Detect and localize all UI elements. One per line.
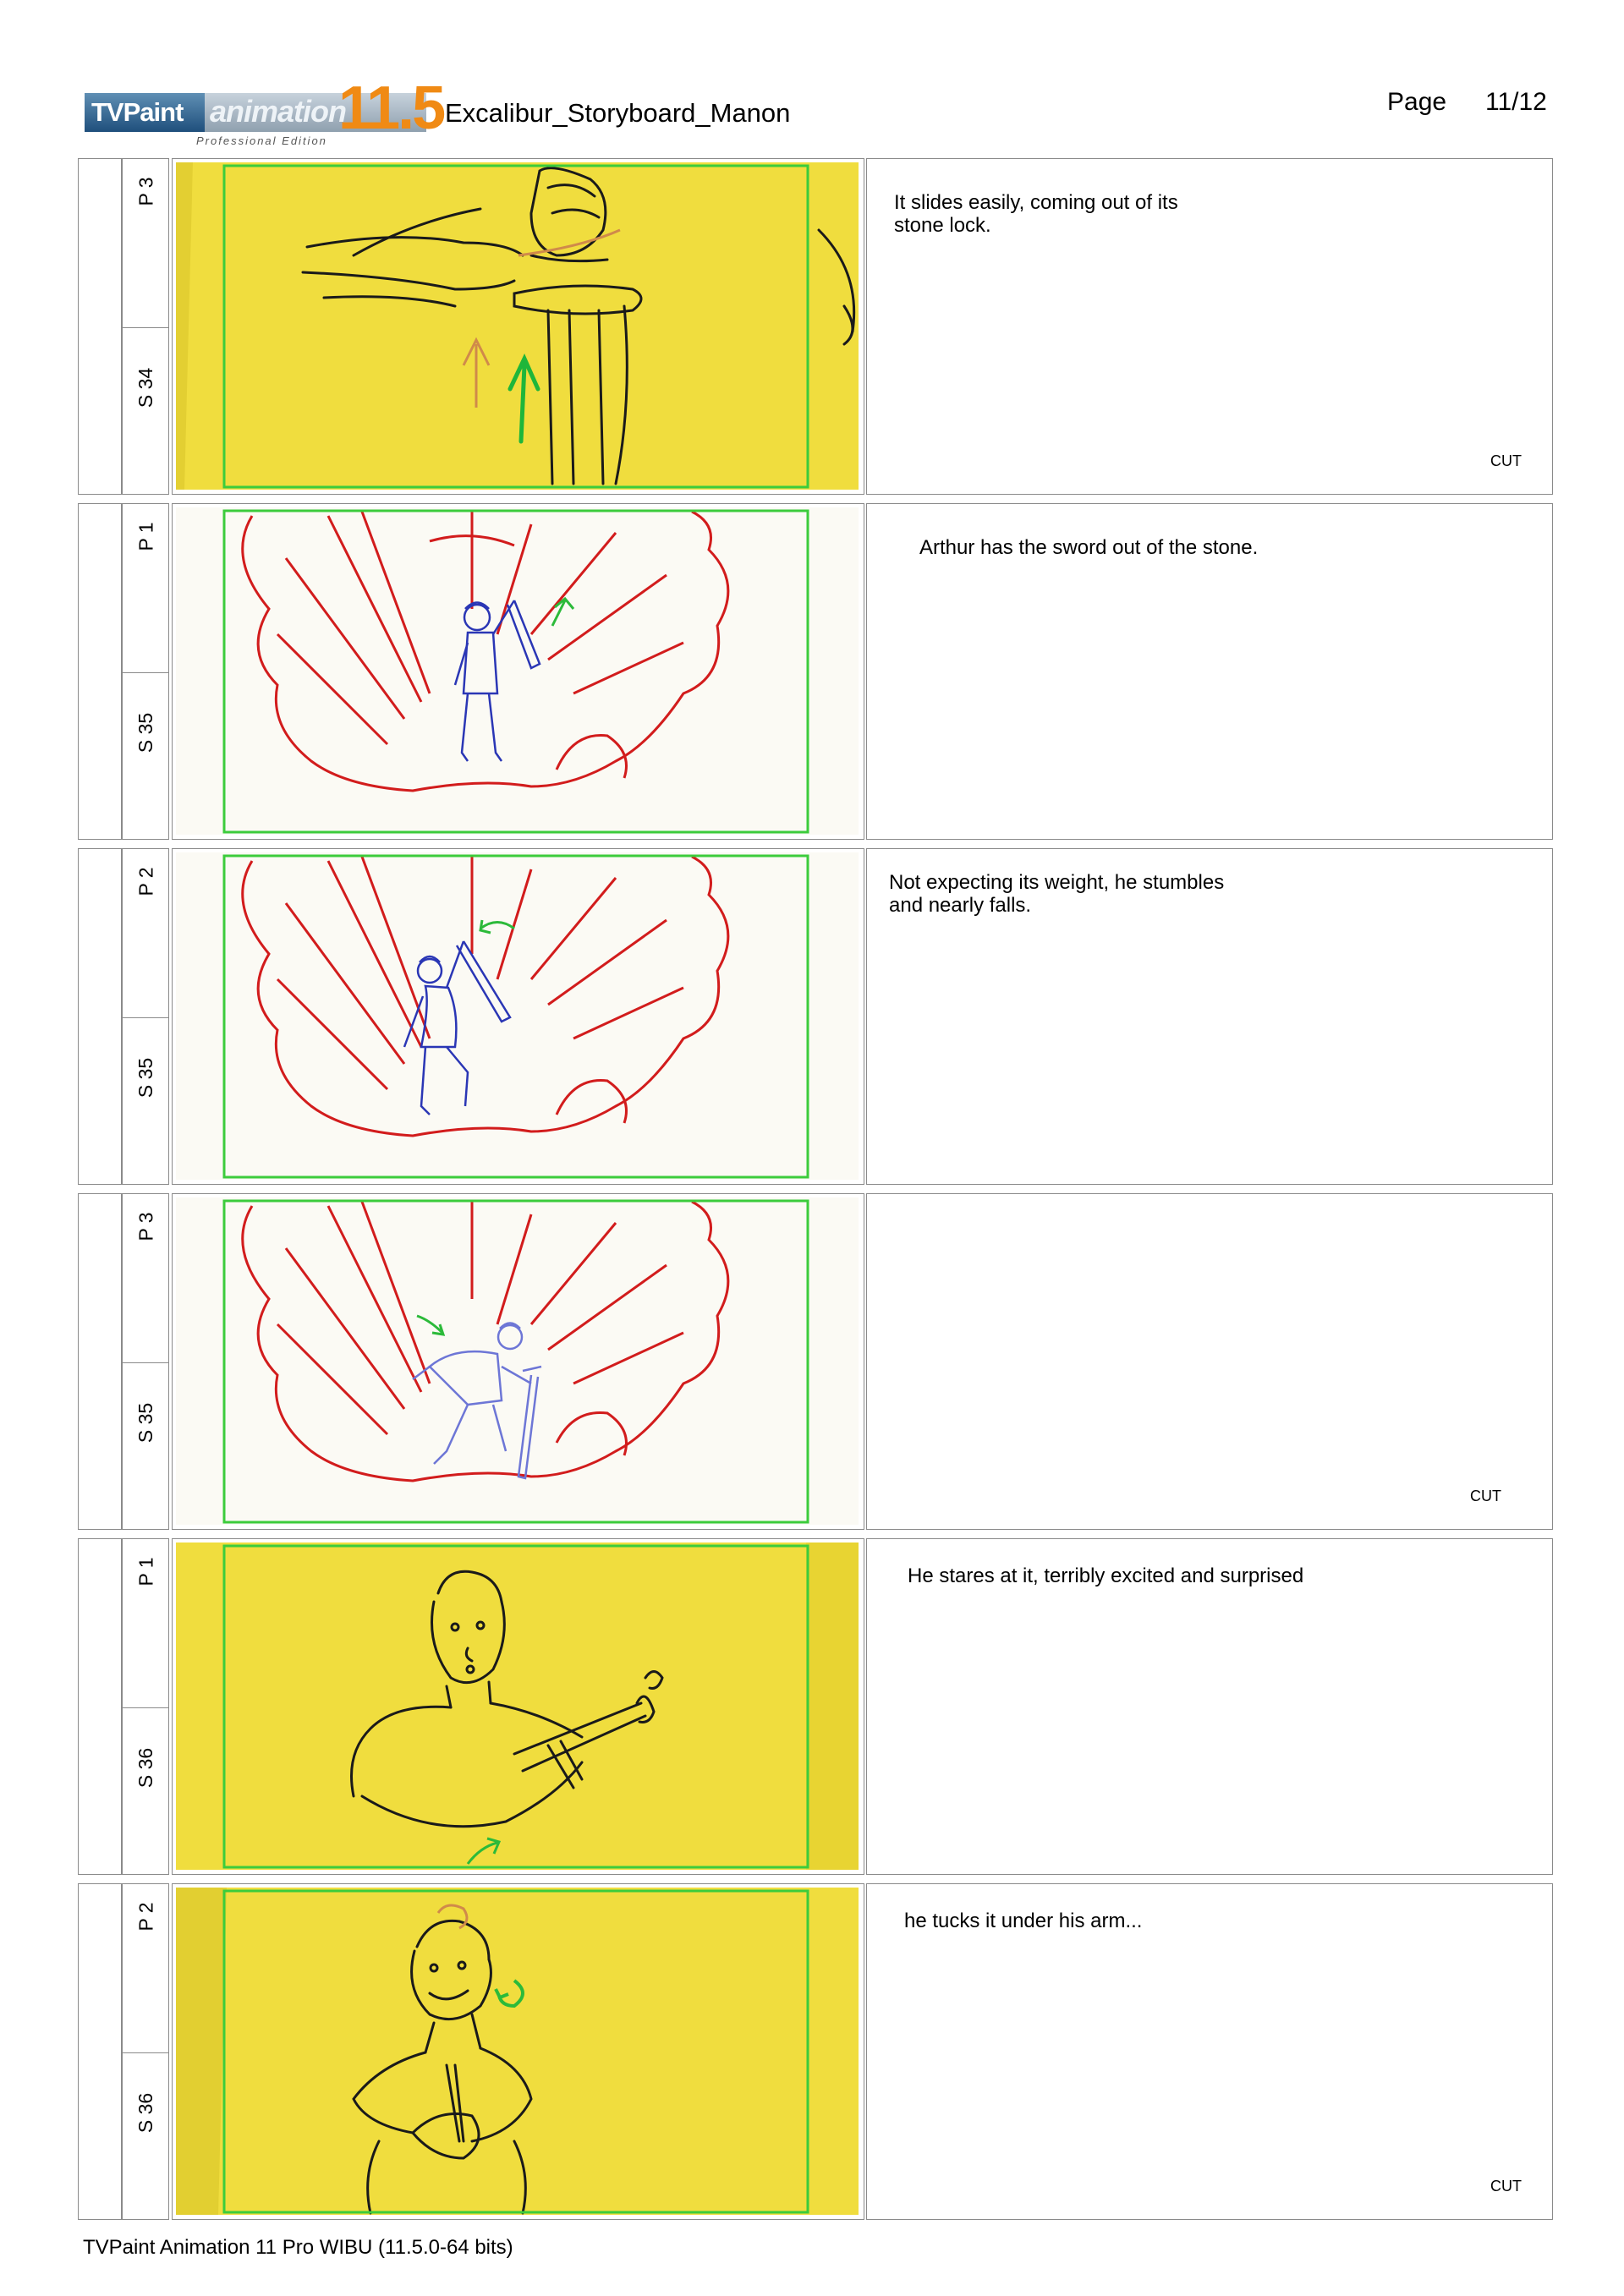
paper-background: [176, 162, 859, 490]
scene-number-label: S 34: [134, 367, 157, 408]
sketch-image: [176, 1888, 859, 2215]
scene-number-label: S 36: [134, 2092, 157, 2133]
panel-label-column: [122, 158, 169, 495]
panel-image-frame: [172, 158, 864, 495]
panel-number-label: P 2: [134, 866, 157, 896]
cut-marker: CUT: [1490, 452, 1522, 469]
panel-image-frame: [172, 1193, 864, 1530]
storyboard-panel-row: [78, 1883, 1553, 2220]
storyboard-panel-row: [78, 503, 1553, 840]
panel-number-label: P 3: [134, 1211, 157, 1241]
panel-number-label: P 1: [134, 1556, 157, 1586]
panel-number-label: P 3: [134, 176, 157, 206]
paper-background: [176, 1543, 859, 1870]
sketch-image: [176, 1197, 859, 1525]
sketch-image: [176, 507, 859, 835]
scene-number-label: S 36: [134, 1747, 157, 1788]
panel-label-column: [122, 1193, 169, 1530]
cut-marker: CUT: [1490, 2178, 1522, 2195]
logo-version-mark: 11.5: [338, 74, 444, 142]
logo-tvpaint-mark: TVPaint: [85, 93, 205, 132]
sketch-image: [176, 162, 859, 490]
scene-number-label: S 35: [134, 712, 157, 753]
panel-caption: he tucks it under his arm...: [904, 1910, 1143, 1932]
panel-caption: It slides easily, coming out of its stone lock.: [894, 191, 1178, 237]
panel-notes-frame: [866, 503, 1553, 840]
logo-animation-mark: animation: [205, 93, 426, 132]
sketch-image: [176, 1543, 859, 1870]
page-label: Page: [1387, 88, 1447, 116]
panel-notes-frame: [866, 848, 1553, 1185]
storyboard-panel-row: [78, 848, 1553, 1185]
cut-marker: CUT: [1470, 1488, 1501, 1504]
panel-image-frame: [172, 503, 864, 840]
paper-background: [176, 1888, 859, 2215]
panel-image-frame: [172, 848, 864, 1185]
storyboard-panel-row: [78, 1538, 1553, 1875]
panel-caption: Not expecting its weight, he stumbles and nearly falls.: [889, 871, 1225, 917]
panel-caption: He stares at it, terribly excited and surprised: [908, 1564, 1304, 1587]
panel-blank-column: [78, 503, 122, 840]
page-number: 11/12: [1485, 88, 1547, 116]
tvpaint-logo: [85, 74, 444, 149]
panel-blank-column: [78, 1538, 122, 1875]
footer-version-text: TVPaint Animation 11 Pro WIBU (11.5.0-64 bits): [83, 2236, 513, 2259]
panel-number-label: P 2: [134, 1901, 157, 1932]
panel-blank-column: [78, 1193, 122, 1530]
panel-notes-frame: [866, 158, 1553, 495]
panel-caption: Arthur has the sword out of the stone.: [919, 536, 1259, 559]
panel-label-column: [122, 848, 169, 1185]
sketch-image: [176, 852, 859, 1180]
panel-notes-frame: [866, 1193, 1553, 1530]
panel-blank-column: [78, 158, 122, 495]
scene-number-label: S 35: [134, 1057, 157, 1098]
panel-label-column: [122, 1538, 169, 1875]
panel-notes-frame: [866, 1883, 1553, 2220]
panel-label-column: [122, 1883, 169, 2220]
panel-label-column: [122, 503, 169, 840]
panel-image-frame: [172, 1538, 864, 1875]
document-title: Excalibur_Storyboard_Manon: [445, 98, 791, 128]
logo-edition-mark: Professional Edition: [196, 134, 327, 147]
panel-blank-column: [78, 848, 122, 1185]
panel-number-label: P 1: [134, 521, 157, 551]
panel-blank-column: [78, 1883, 122, 2220]
panel-image-frame: [172, 1883, 864, 2220]
panel-notes-frame: [866, 1538, 1553, 1875]
storyboard-panel-row: [78, 158, 1553, 495]
storyboard-panel-row: [78, 1193, 1553, 1530]
scene-number-label: S 35: [134, 1402, 157, 1443]
